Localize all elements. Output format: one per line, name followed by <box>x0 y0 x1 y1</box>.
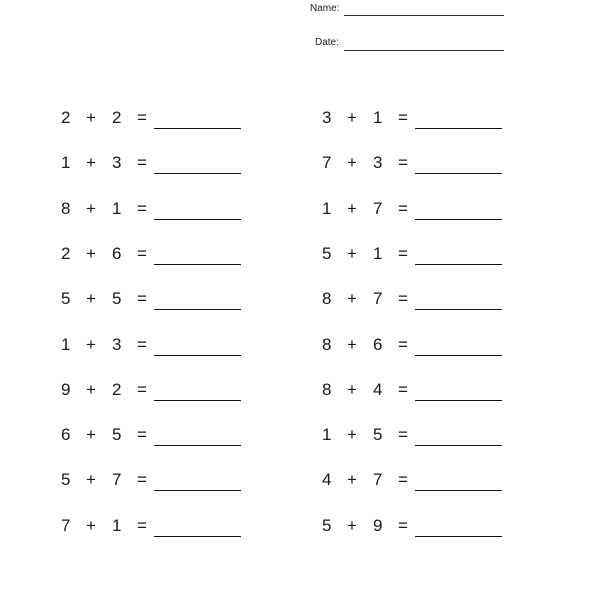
date-field[interactable] <box>344 50 504 51</box>
date-label: Date: <box>315 37 339 48</box>
problem-row <box>322 333 522 357</box>
second-addend: 2 <box>112 108 122 127</box>
answer-blank[interactable] <box>154 445 241 446</box>
first-addend: 1 <box>61 334 71 354</box>
equals-sign: = <box>137 425 147 445</box>
second-addend: 1 <box>112 198 122 218</box>
problem-row <box>322 423 522 447</box>
plus-sign: + <box>86 198 96 218</box>
second-addend: 7 <box>373 470 383 490</box>
second-addend: 5 <box>112 425 122 445</box>
equals-sign: = <box>137 515 147 535</box>
problem-row <box>322 287 522 311</box>
name-field[interactable] <box>344 15 504 16</box>
second-addend: 7 <box>373 289 383 309</box>
answer-blank[interactable] <box>415 536 502 537</box>
equals-sign: = <box>137 108 147 127</box>
plus-sign: + <box>347 334 357 354</box>
equals-sign: = <box>398 334 408 354</box>
first-addend: 2 <box>61 108 71 127</box>
first-addend: 8 <box>322 289 332 309</box>
second-addend: 7 <box>112 470 122 490</box>
plus-sign: + <box>86 108 96 127</box>
answer-blank[interactable] <box>415 445 502 446</box>
problem-row <box>61 514 261 538</box>
answer-blank[interactable] <box>154 355 241 356</box>
problem-row <box>322 242 522 266</box>
first-addend: 7 <box>61 515 71 535</box>
equals-sign: = <box>137 470 147 490</box>
second-addend: 1 <box>112 515 122 535</box>
first-addend: 5 <box>61 289 71 309</box>
problem-row <box>61 151 261 175</box>
second-addend: 7 <box>373 198 383 218</box>
equals-sign: = <box>137 153 147 173</box>
problem-row <box>322 197 522 221</box>
answer-blank[interactable] <box>154 400 241 401</box>
equals-sign: = <box>398 289 408 309</box>
answer-blank[interactable] <box>154 309 241 310</box>
first-addend: 9 <box>61 379 71 399</box>
second-addend: 3 <box>112 153 122 173</box>
plus-sign: + <box>347 379 357 399</box>
first-addend: 8 <box>322 334 332 354</box>
plus-sign: + <box>347 153 357 173</box>
second-addend: 3 <box>112 334 122 354</box>
first-addend: 8 <box>322 379 332 399</box>
answer-blank[interactable] <box>415 309 502 310</box>
plus-sign: + <box>347 289 357 309</box>
equals-sign: = <box>398 198 408 218</box>
equals-sign: = <box>137 379 147 399</box>
plus-sign: + <box>86 379 96 399</box>
answer-blank[interactable] <box>415 219 502 220</box>
problem-row <box>61 197 261 221</box>
answer-blank[interactable] <box>415 400 502 401</box>
second-addend: 1 <box>373 243 383 263</box>
plus-sign: + <box>347 108 357 127</box>
answer-blank[interactable] <box>154 490 241 491</box>
problem-row <box>322 514 522 538</box>
equals-sign: = <box>398 470 408 490</box>
first-addend: 1 <box>61 153 71 173</box>
equals-sign: = <box>398 108 408 127</box>
plus-sign: + <box>86 153 96 173</box>
problem-row <box>61 287 261 311</box>
answer-blank[interactable] <box>415 490 502 491</box>
answer-blank[interactable] <box>415 173 502 174</box>
plus-sign: + <box>347 515 357 535</box>
first-addend: 7 <box>322 153 332 173</box>
first-addend: 5 <box>61 470 71 490</box>
plus-sign: + <box>347 425 357 445</box>
equals-sign: = <box>398 379 408 399</box>
first-addend: 3 <box>322 108 332 127</box>
answer-blank[interactable] <box>154 128 241 129</box>
plus-sign: + <box>347 198 357 218</box>
problem-row <box>61 378 261 402</box>
equals-sign: = <box>137 243 147 263</box>
problem-row <box>61 242 261 266</box>
problem-row <box>61 106 261 130</box>
problem-row <box>61 423 261 447</box>
second-addend: 2 <box>112 379 122 399</box>
plus-sign: + <box>86 470 96 490</box>
answer-blank[interactable] <box>415 128 502 129</box>
name-label: Name: <box>310 3 340 14</box>
second-addend: 4 <box>373 379 383 399</box>
equals-sign: = <box>137 334 147 354</box>
problem-row <box>322 106 522 130</box>
second-addend: 3 <box>373 153 383 173</box>
second-addend: 1 <box>373 108 383 127</box>
problem-row <box>322 378 522 402</box>
first-addend: 5 <box>322 515 332 535</box>
answer-blank[interactable] <box>154 264 241 265</box>
equals-sign: = <box>398 515 408 535</box>
plus-sign: + <box>347 470 357 490</box>
equals-sign: = <box>398 425 408 445</box>
first-addend: 2 <box>61 243 71 263</box>
plus-sign: + <box>86 425 96 445</box>
equals-sign: = <box>137 198 147 218</box>
second-addend: 6 <box>373 334 383 354</box>
problem-row <box>61 333 261 357</box>
answer-blank[interactable] <box>154 536 241 537</box>
second-addend: 9 <box>373 515 383 535</box>
equals-sign: = <box>398 153 408 173</box>
answer-blank[interactable] <box>415 264 502 265</box>
first-addend: 1 <box>322 425 332 445</box>
equals-sign: = <box>398 243 408 263</box>
first-addend: 6 <box>61 425 71 445</box>
plus-sign: + <box>86 334 96 354</box>
problem-row <box>61 468 261 492</box>
second-addend: 5 <box>112 289 122 309</box>
second-addend: 6 <box>112 243 122 263</box>
first-addend: 4 <box>322 470 332 490</box>
first-addend: 5 <box>322 243 332 263</box>
problem-row <box>322 151 522 175</box>
second-addend: 5 <box>373 425 383 445</box>
plus-sign: + <box>86 243 96 263</box>
plus-sign: + <box>86 289 96 309</box>
first-addend: 1 <box>322 198 332 218</box>
answer-blank[interactable] <box>154 219 241 220</box>
answer-blank[interactable] <box>154 173 241 174</box>
problem-row <box>322 468 522 492</box>
plus-sign: + <box>347 243 357 263</box>
answer-blank[interactable] <box>415 355 502 356</box>
first-addend: 8 <box>61 198 71 218</box>
equals-sign: = <box>137 289 147 309</box>
plus-sign: + <box>86 515 96 535</box>
